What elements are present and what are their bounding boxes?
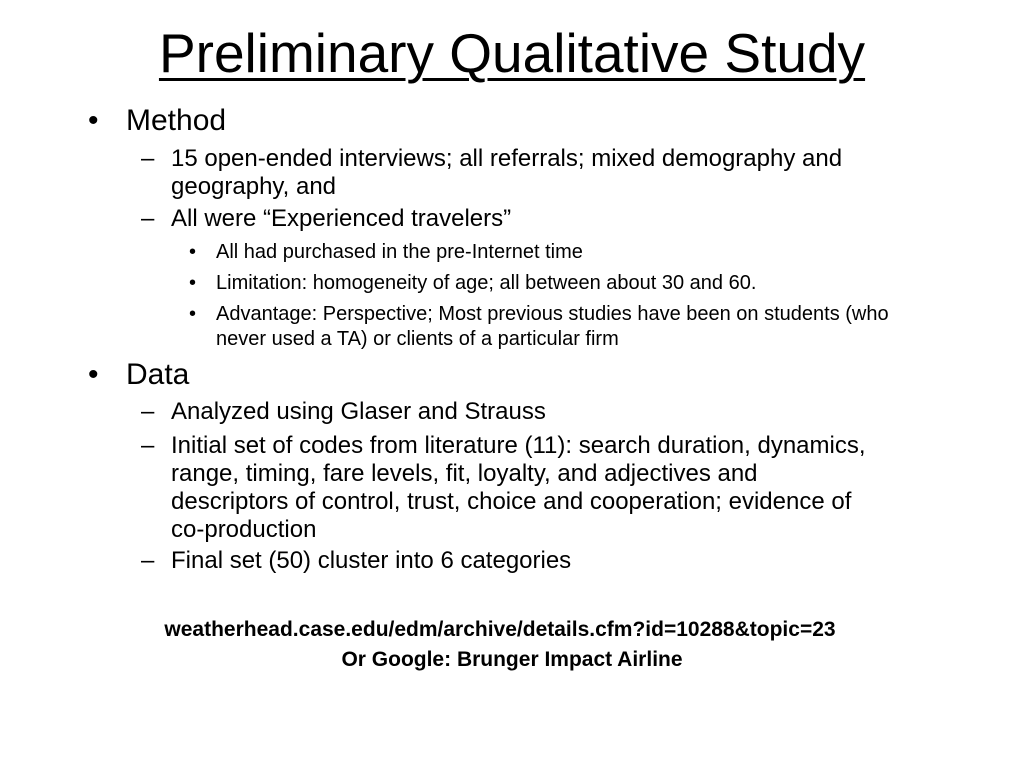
dash-icon: – <box>141 205 155 232</box>
slide-title-text: Preliminary Qualitative Study <box>158 22 866 84</box>
dash-icon: – <box>141 547 155 574</box>
dash-icon: – <box>141 145 155 172</box>
bullet-dot-icon: • <box>189 272 197 294</box>
bullet-dot-icon: • <box>189 241 197 263</box>
method-heading: Method <box>126 104 227 137</box>
limitation-text: Limitation: homogeneity of age; all between about 30 and 60. <box>216 272 757 294</box>
bullet-dot-icon: • <box>189 303 197 325</box>
experienced-text: All were “Experienced travelers” <box>171 205 512 232</box>
bullet-dot-icon: • <box>88 104 99 137</box>
dash-icon: – <box>141 398 155 425</box>
pre-internet-text: All had purchased in the pre-Internet time <box>216 241 583 263</box>
bullet-dot-icon: • <box>88 358 99 391</box>
data-heading: Data <box>126 358 190 391</box>
final-set-text: Final set (50) cluster into 6 categories <box>171 547 572 574</box>
initial-codes-text: Initial set of codes from literature (11): search duration, dynamics, range, timing, fare levels, fit, loyalty, and adjectives and descriptors of control, trust, choice and cooperation; evidence of co-production <box>171 432 866 543</box>
analyzed-text: Analyzed using Glaser and Strauss <box>171 398 546 425</box>
footer-google: Or Google: Brunger Impact Airline <box>341 648 683 671</box>
dash-icon: – <box>141 432 155 459</box>
footer-url: weatherhead.case.edu/edm/archive/details.cfm?id=10288&topic=23 <box>164 618 836 641</box>
advantage-text: Advantage: Perspective; Most previous studies have been on students (who never used a TA) or clients of a particular firm <box>216 303 889 350</box>
interviews-text: 15 open-ended interviews; all referrals; mixed demography and geography, and <box>171 145 843 200</box>
